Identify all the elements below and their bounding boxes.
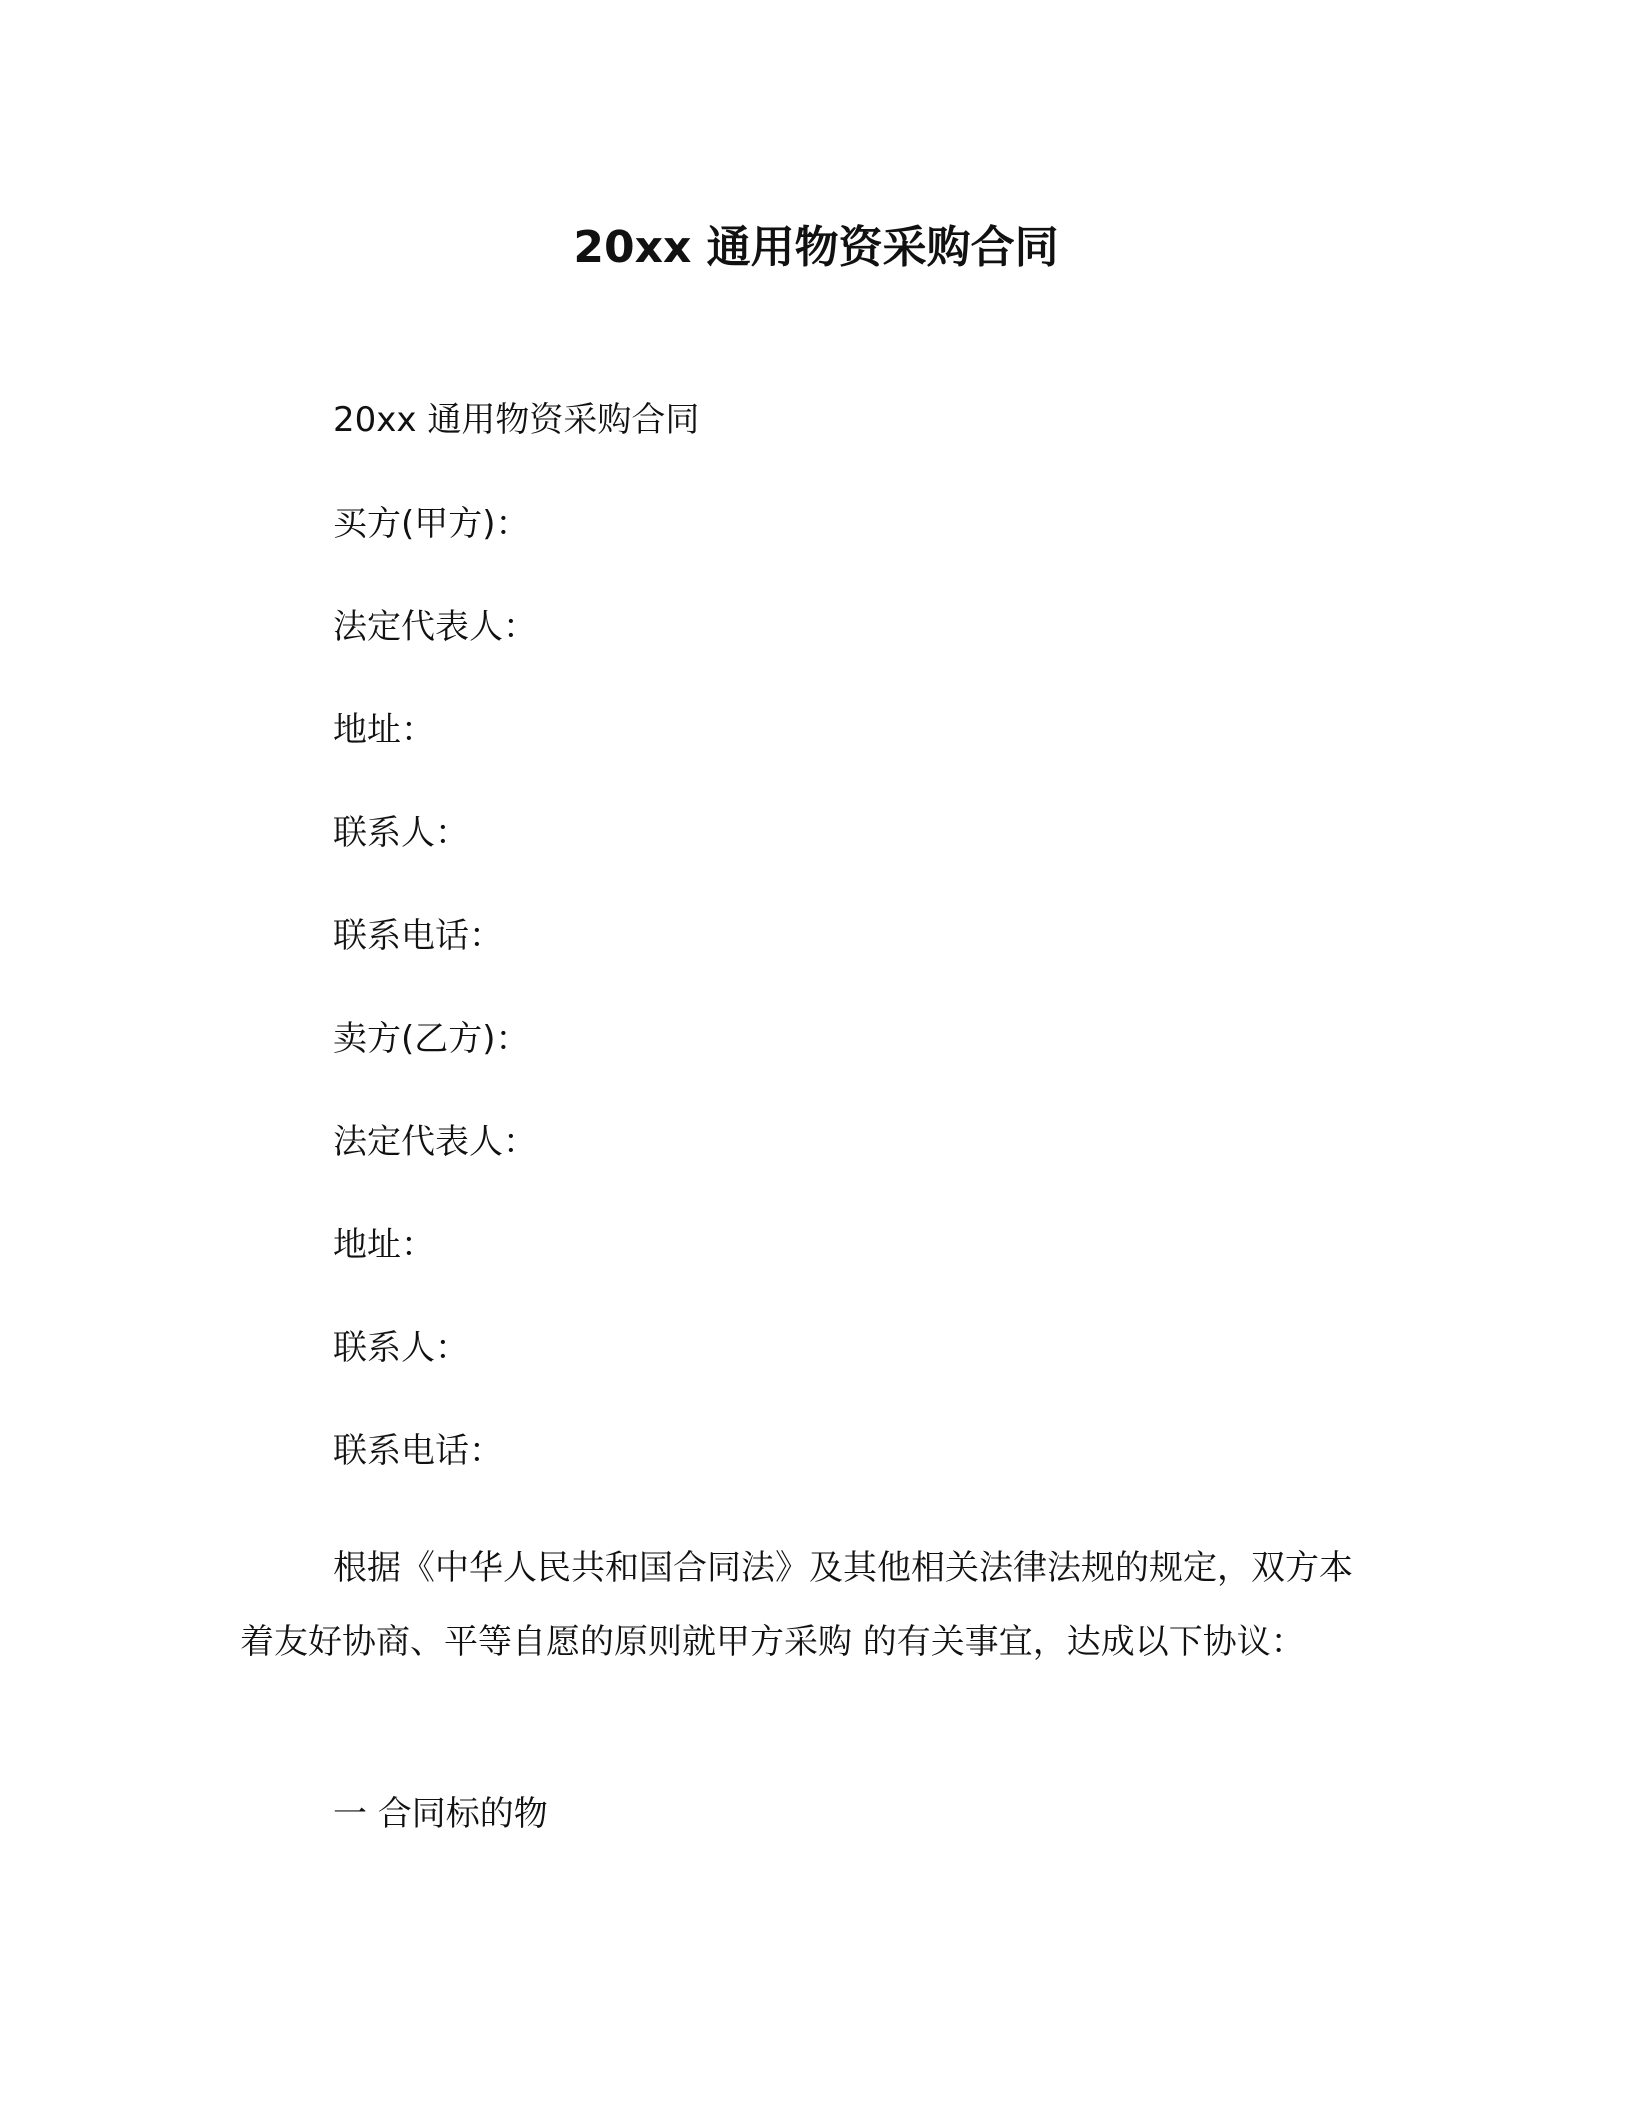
seller-phone: 联系电话： bbox=[333, 1431, 503, 1471]
seller-address: 地址： bbox=[333, 1225, 435, 1265]
document-title: 20xx 通用物资采购合同 bbox=[573, 222, 1059, 273]
buyer-contact: 联系人： bbox=[333, 813, 469, 853]
seller-legal-rep: 法定代表人： bbox=[333, 1122, 537, 1162]
buyer-legal-rep: 法定代表人： bbox=[333, 607, 537, 647]
seller-heading: 卖方(乙方)： bbox=[333, 1019, 530, 1059]
buyer-heading: 买方(甲方)： bbox=[333, 504, 530, 544]
section-heading-1: 一 合同标的物 bbox=[333, 1794, 548, 1834]
document-subtitle: 20xx 通用物资采购合同 bbox=[333, 400, 700, 440]
preamble-paragraph: 根据《中华人民共和国合同法》及其他相关法律法规的规定，双方本着友好协商、平等自愿的原则就甲方采购 的有关事宜，达成以下协议： bbox=[240, 1548, 1353, 1662]
seller-contact: 联系人： bbox=[333, 1328, 469, 1368]
buyer-phone: 联系电话： bbox=[333, 916, 503, 956]
buyer-address: 地址： bbox=[333, 710, 435, 750]
